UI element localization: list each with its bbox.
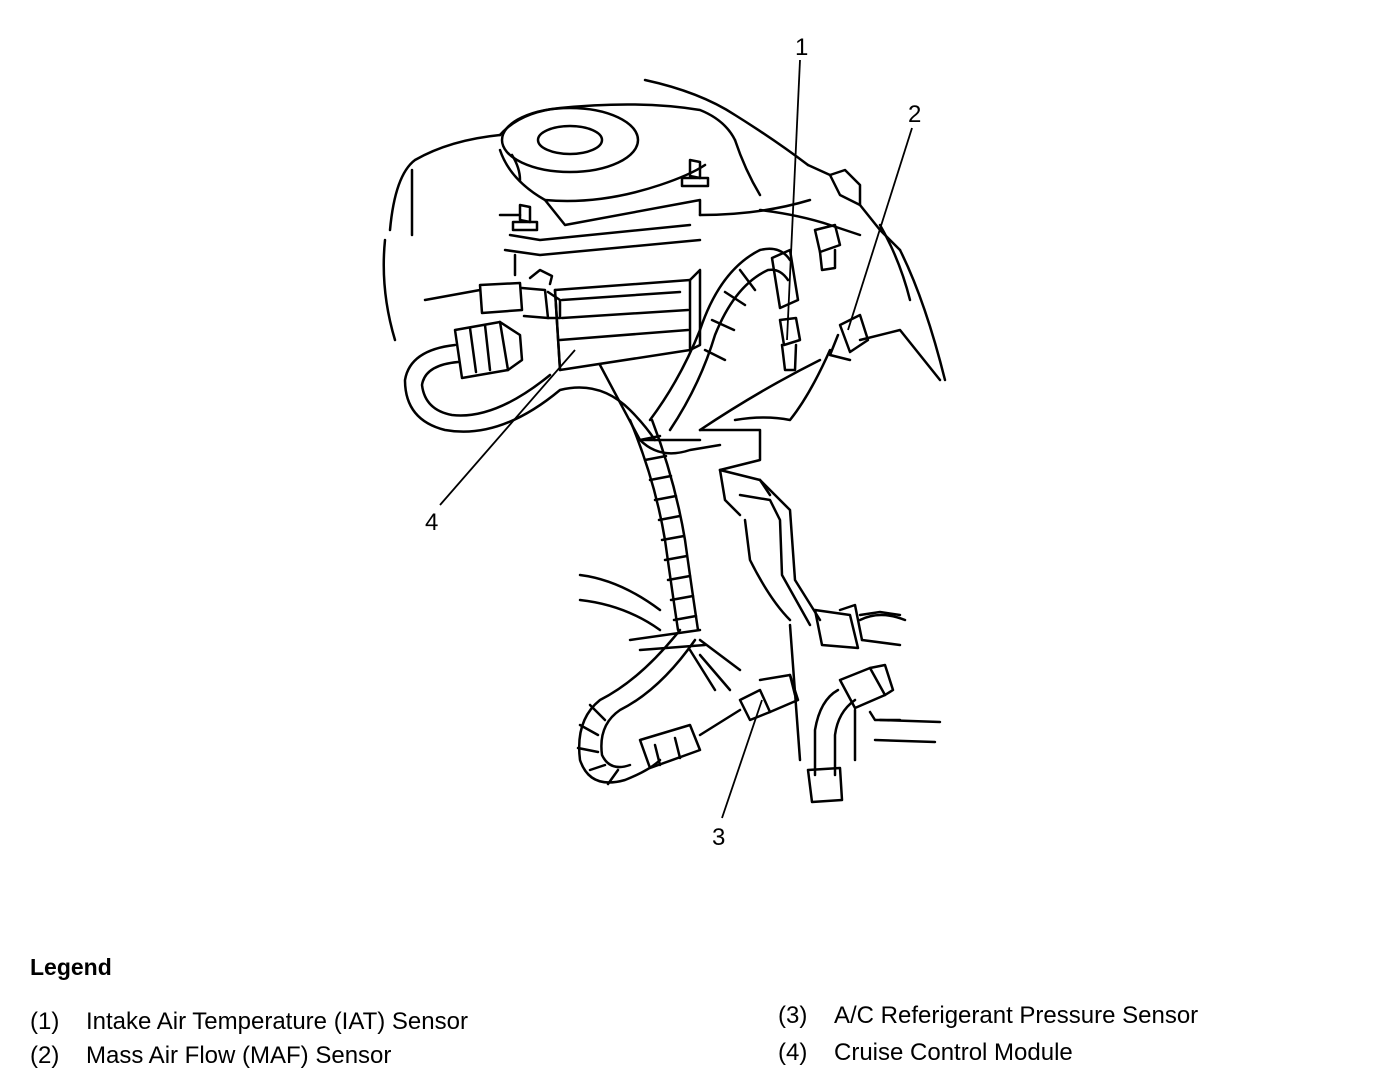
callout-1-number: 1	[795, 34, 809, 61]
legend-item-number: (2)	[30, 1042, 60, 1069]
legend-item-number: (1)	[30, 1008, 60, 1035]
iat-sensor-detail	[772, 225, 840, 370]
legend-item	[30, 1008, 468, 1036]
legend-item	[778, 1002, 1198, 1030]
callout-2-leader	[848, 128, 912, 330]
strut-tower	[735, 165, 945, 420]
legend-title: Legend	[30, 954, 112, 980]
legend-item-label: Cruise Control Module	[834, 1039, 1073, 1066]
cruise-control-module-body	[555, 270, 700, 440]
callout-2-number: 2	[908, 101, 922, 128]
cruise-module-connector	[455, 322, 522, 378]
iat-sensor	[425, 270, 560, 318]
hose-elbow	[808, 665, 935, 802]
legend	[0, 940, 1376, 1076]
maf-sensor	[830, 315, 868, 360]
housing-bolt	[682, 160, 708, 186]
legend-item	[778, 1039, 1073, 1067]
legend-item-label: Mass Air Flow (MAF) Sensor	[86, 1042, 392, 1069]
callout-3-number: 3	[712, 824, 726, 851]
legend-item-number: (4)	[778, 1039, 808, 1066]
legend-item-number: (3)	[778, 1002, 808, 1029]
legend-item	[30, 1042, 391, 1070]
legend-item-label: A/C Referigerant Pressure Sensor	[834, 1002, 1199, 1029]
legend-item-label: Intake Air Temperature (IAT) Sensor	[86, 1008, 468, 1035]
wiring-harness-left	[405, 345, 655, 440]
wiring-harness-lower	[578, 575, 740, 784]
air-cleaner-housing	[384, 80, 810, 340]
ac-pressure-sensor	[740, 675, 798, 720]
housing-bolt	[513, 205, 537, 230]
callout-4-number: 4	[425, 509, 439, 536]
